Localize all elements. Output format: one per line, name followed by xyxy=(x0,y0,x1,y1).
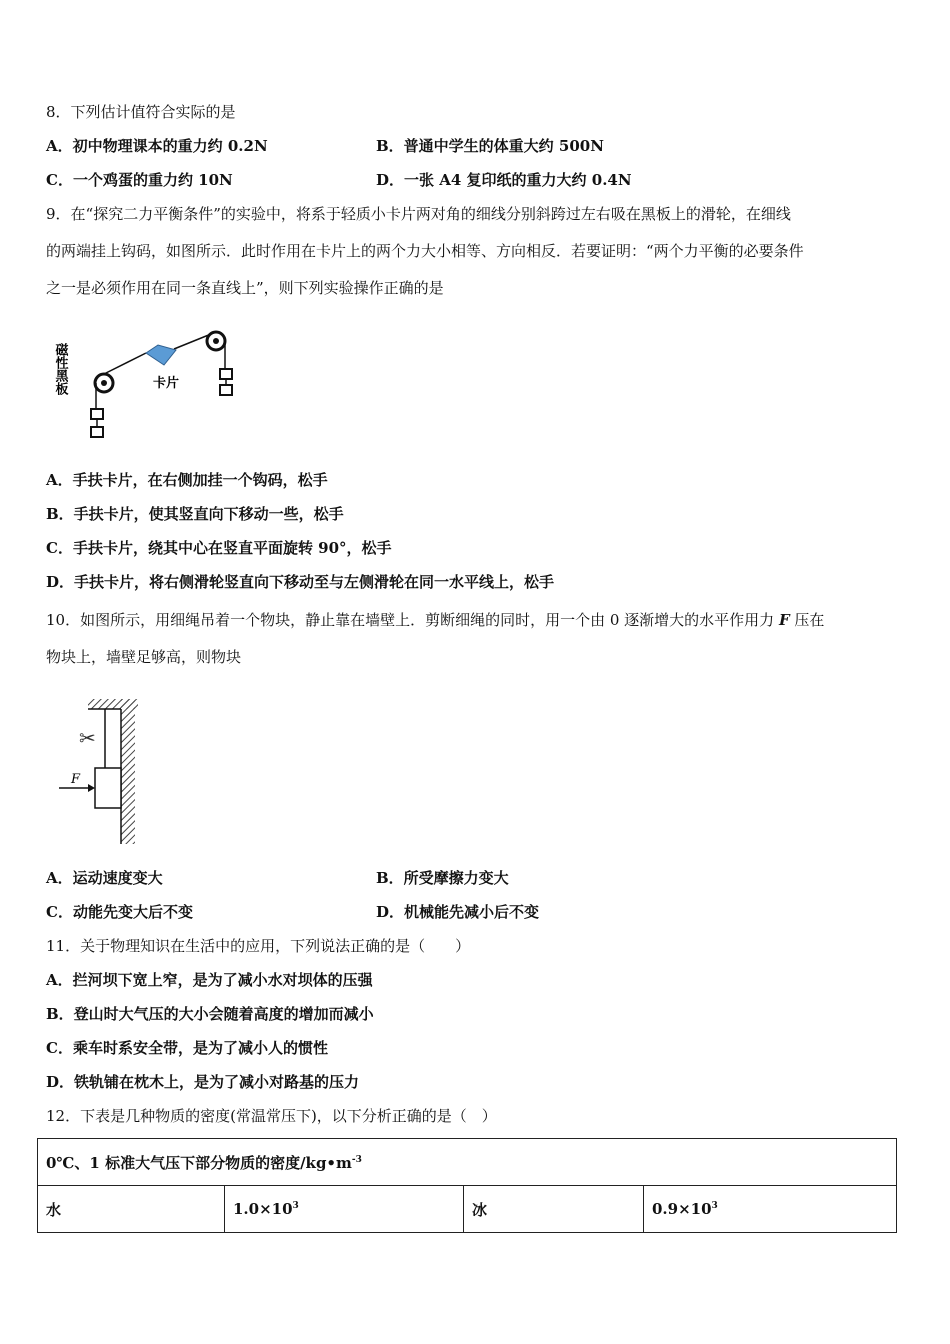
left-string xyxy=(104,353,146,374)
q9-stem-line1: 9．在“探究二力平衡条件”的实验中，将系于轻质小卡片两对角的细线分别斜跨过左右吸在黑板上的滑轮，在细线 xyxy=(46,205,791,223)
right-hook-weights xyxy=(220,369,232,395)
table-header-row xyxy=(38,1139,897,1186)
q9-option-b: B．手扶卡片，使其竖直向下移动一些，松手 xyxy=(46,505,344,523)
q12-stem: 12．下表是几种物质的密度(常温常压下)，以下分析正确的是（ ） xyxy=(46,1107,497,1125)
force-label: F xyxy=(71,772,81,787)
block xyxy=(95,768,121,808)
q8-option-c: C．一个鸡蛋的重力约 10N xyxy=(46,171,233,189)
q11-stem: 11．关于物理知识在生活中的应用，下列说法正确的是（ ） xyxy=(46,937,471,955)
q10-wall-figure xyxy=(55,695,145,845)
board-label: 磁性黑板 xyxy=(52,343,68,395)
force-symbol: F xyxy=(778,611,790,629)
q10-stem-line1: 10．如图所示，用细绳吊着一个物块，静止靠在墙壁上．剪断细绳的同时，用一个由 0 逐渐增大的水平作用力 F 压在 xyxy=(46,611,825,629)
table-cell-substance: 冰 xyxy=(464,1186,644,1233)
table-cell-density: $0.9\times 10^3$ xyxy=(644,1186,897,1233)
q9-stem-line3: 之一是必须作用在同一条直线上”，则下列实验操作正确的是 xyxy=(46,279,444,297)
q10-option-a: A．运动速度变大 xyxy=(46,869,163,887)
q8-option-b: B．普通中学生的体重大约 500N xyxy=(376,137,604,155)
q9-option-c: C．手扶卡片，绕其中心在竖直平面旋转 90°，松手 xyxy=(46,539,392,557)
card xyxy=(146,345,176,365)
table-header: 0℃、1 标准大气压下部分物质的密度$/kg•m^{-3}$ xyxy=(38,1139,897,1186)
q8-stem: 8．下列估计值符合实际的是 xyxy=(46,103,236,121)
q11-option-a: A．拦河坝下宽上窄，是为了减小水对坝体的压强 xyxy=(46,971,373,989)
left-hook-weights xyxy=(91,409,103,437)
q9-stem-line2: 的两端挂上钩码，如图所示．此时作用在卡片上的两个力大小相等、方向相反．若要证明：“两个力平衡的必要条件 xyxy=(46,242,804,260)
q10-option-d: D．机械能先减小后不变 xyxy=(376,903,540,921)
wall xyxy=(121,699,135,844)
table-cell-substance: 水 xyxy=(38,1186,225,1233)
table-row xyxy=(38,1186,897,1233)
scissors-icon: ✂ xyxy=(79,726,96,750)
table-cell-density: $1.0\times 10^3$ xyxy=(225,1186,464,1233)
q10-stem-line2: 物块上，墙壁足够高，则物块 xyxy=(46,648,242,666)
q8-option-a: A．初中物理课本的重力约 0.2N xyxy=(46,137,268,155)
density-table xyxy=(37,1138,897,1233)
q10-option-c: C．动能先变大后不变 xyxy=(46,903,193,921)
q9-pulley-figure xyxy=(46,325,246,450)
card-label: 卡片 xyxy=(153,376,180,391)
q8-option-d: D．一张 A4 复印纸的重力大约 0.4N xyxy=(376,171,632,189)
q9-option-d: D．手扶卡片，将右侧滑轮竖直向下移动至与左侧滑轮在同一水平线上，松手 xyxy=(46,573,555,591)
q11-option-c: C．乘车时系安全带，是为了减小人的惯性 xyxy=(46,1039,328,1057)
q11-option-d: D．铁轨铺在枕木上，是为了减小对路基的压力 xyxy=(46,1073,360,1091)
q11-option-b: B．登山时大气压的大小会随着高度的增加而减小 xyxy=(46,1005,374,1023)
q9-option-a: A．手扶卡片，在右侧加挂一个钩码，松手 xyxy=(46,471,328,489)
q10-option-b: B．所受摩擦力变大 xyxy=(376,869,509,887)
left-pulley xyxy=(95,374,113,392)
